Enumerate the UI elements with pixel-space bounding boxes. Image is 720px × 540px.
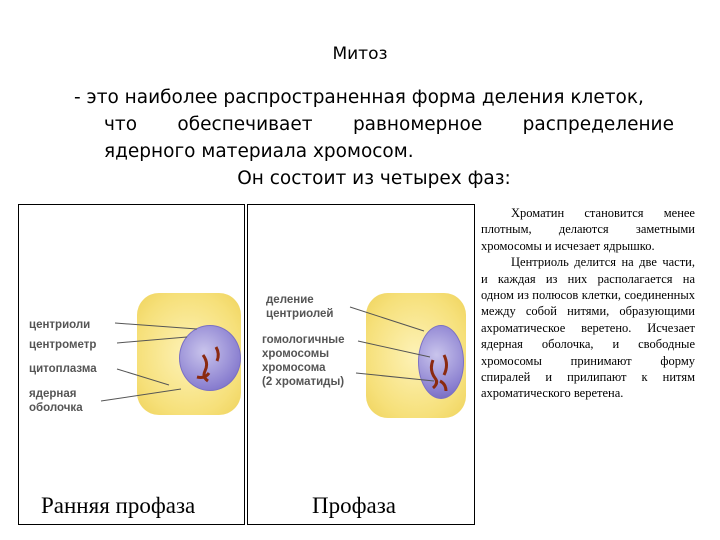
intro-line-1: - это наиболее распространенная форма деления клеток,	[74, 87, 644, 108]
label-chromosomes: хромосомы	[262, 348, 330, 360]
label-division: деление	[266, 294, 314, 306]
intro-word: что	[104, 114, 138, 135]
intro-word: обеспечивает	[177, 114, 313, 135]
label-homologous: гомологичные	[262, 334, 345, 346]
pointer-line	[115, 323, 197, 329]
description-paragraph: Центриоль делится на две части, и каждая из них располагается на одном из полюсов клетки, соединенных между собой нитями, образующими ахроматическое веретено. Исчезает ядерная оболочка, и свободные хромосомы принимают форму спиралей и прилипают к нитям ахроматического веретена.	[481, 255, 695, 401]
label-nuclear: ядерная	[29, 388, 77, 400]
chromosome-shape	[444, 355, 447, 375]
label-envelope: оболочка	[29, 402, 83, 414]
intro-text	[62, 84, 674, 192]
intro-word: распределение	[522, 114, 674, 135]
early-prophase-caption: Ранняя профаза	[41, 493, 196, 518]
intro-word: равномерное	[352, 114, 483, 135]
phase-description	[481, 205, 695, 402]
intro-line-3: ядерного материала хромосом.	[104, 141, 414, 162]
chromosome-shape	[431, 360, 436, 388]
label-cytoplasm: цитоплазма	[29, 363, 97, 375]
label-chromatids: (2 хроматиды)	[262, 376, 345, 388]
label-centrioles: центриолей	[266, 308, 334, 320]
pointer-line	[350, 307, 424, 331]
description-paragraph: Хроматин становится менее плотным, делаются заметными хромосомы и исчезает ядрышко.	[481, 206, 695, 253]
chromosome-shape	[216, 347, 218, 361]
prophase-panel	[247, 204, 475, 525]
prophase-caption: Профаза	[312, 493, 397, 518]
label-centrometer: центрометр	[29, 339, 97, 351]
pointer-line	[101, 389, 181, 401]
intro-line-2	[104, 111, 674, 138]
label-chromosome: хромосома	[262, 362, 326, 374]
early-prophase-panel	[18, 204, 245, 525]
pointer-line	[117, 369, 169, 385]
pointer-line	[358, 341, 430, 357]
pointer-line	[356, 373, 434, 381]
label-centrioles: центриоли	[29, 319, 91, 331]
slide-title: Митоз	[332, 44, 388, 64]
chromosome-shape	[440, 381, 446, 391]
pointer-line	[117, 337, 187, 343]
intro-line-4: Он состоит из четырех фаз:	[237, 168, 511, 189]
